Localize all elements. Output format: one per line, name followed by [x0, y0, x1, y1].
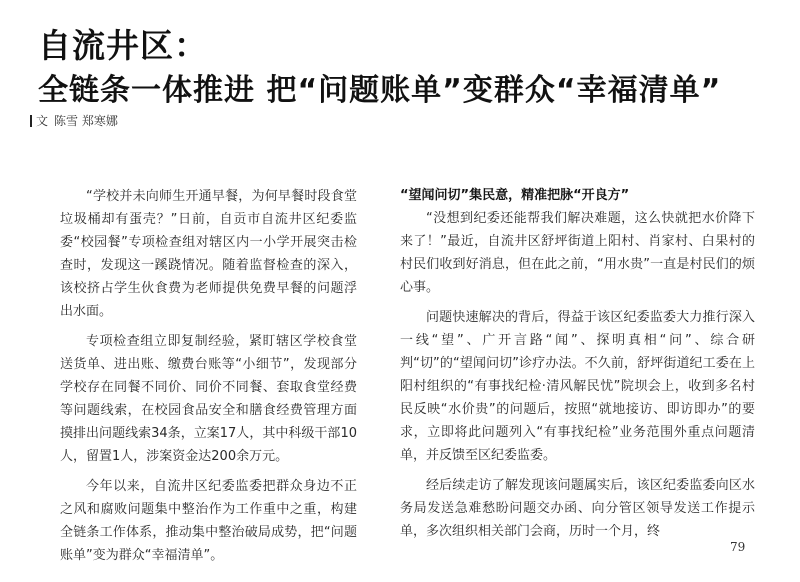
byline-marker [30, 115, 32, 127]
left-column [60, 185, 357, 567]
body-paragraph: 问题快速解决的背后，得益于该区纪委监委大力推行深入一线“望”、广开言路“闻”、探明真相“问”、综合研判“切”的“望闻问切”诊疗办法。不久前，舒坪街道纪工委在上阳村组织的“有事找纪检·清风解民忧”院坝会上，收到多名村民反映“水价贵”的问题后，按照“就地接访、即访即办”的要求，立即将此问题列入“有事找纪检”业务范围外重点问题清单，并反馈至区纪委监委。 [400, 310, 755, 463]
article-title-line-1: 自流井区： [38, 26, 208, 65]
right-column [400, 185, 755, 543]
section-heading: “望闻问切”集民意，精准把脉“开良方” [400, 188, 630, 203]
body-paragraph: 今年以来，自流井区纪委监委把群众身边不正之风和腐败问题集中整治作为工作重中之重，构建全链条工作体系，推动集中整治破局成势，把“问题账单”变为群众“幸福清单”。 [60, 479, 357, 563]
article-title-line-2: 全链条一体推进 把“问题账单”变群众“幸福清单” [38, 73, 722, 108]
byline-prefix: 文 [36, 114, 49, 128]
body-paragraph: 专项检查组立即复制经验，紧盯辖区学校食堂送货单、进出账、缴费台账等“小细节”，发现部分学校存在同餐不同价、同价不同餐、套取食堂经费等问题线索，在校园食品安全和膳食经费管理方面摸排出问题线索34条，立案17人，其中科级干部10人，留置1人，涉案资金达200余万元。 [60, 334, 357, 464]
body-paragraph: “学校并未向师生开通早餐，为何早餐时段食堂垃圾桶却有蛋壳？”日前，自贡市自流井区纪委监委“校园餐”专项检查组对辖区内一小学开展突击检查时，发现这一蹊跷情况。随着监督检查的深入，该校挤占学生伙食费为老师提供免费早餐的问题浮出水面。 [60, 189, 357, 319]
body-paragraph: “没想到纪委还能帮我们解决难题，这么快就把水价降下来了！”最近，自流井区舒坪街道上阳村、肖家村、白果村的村民们收到好消息，但在此之前，“用水贵”一直是村民们的烦心事。 [400, 211, 755, 295]
page-number: 79 [730, 540, 746, 554]
body-paragraph: 经后续走访了解发现该问题属实后，该区纪委监委向区水务局发送急难愁盼问题交办函、向分管区领导发送工作提示单，多次组织相关部门会商，历时一个月，终 [400, 478, 755, 539]
byline [30, 114, 118, 128]
byline-authors: 陈雪 郑寒娜 [54, 114, 118, 128]
